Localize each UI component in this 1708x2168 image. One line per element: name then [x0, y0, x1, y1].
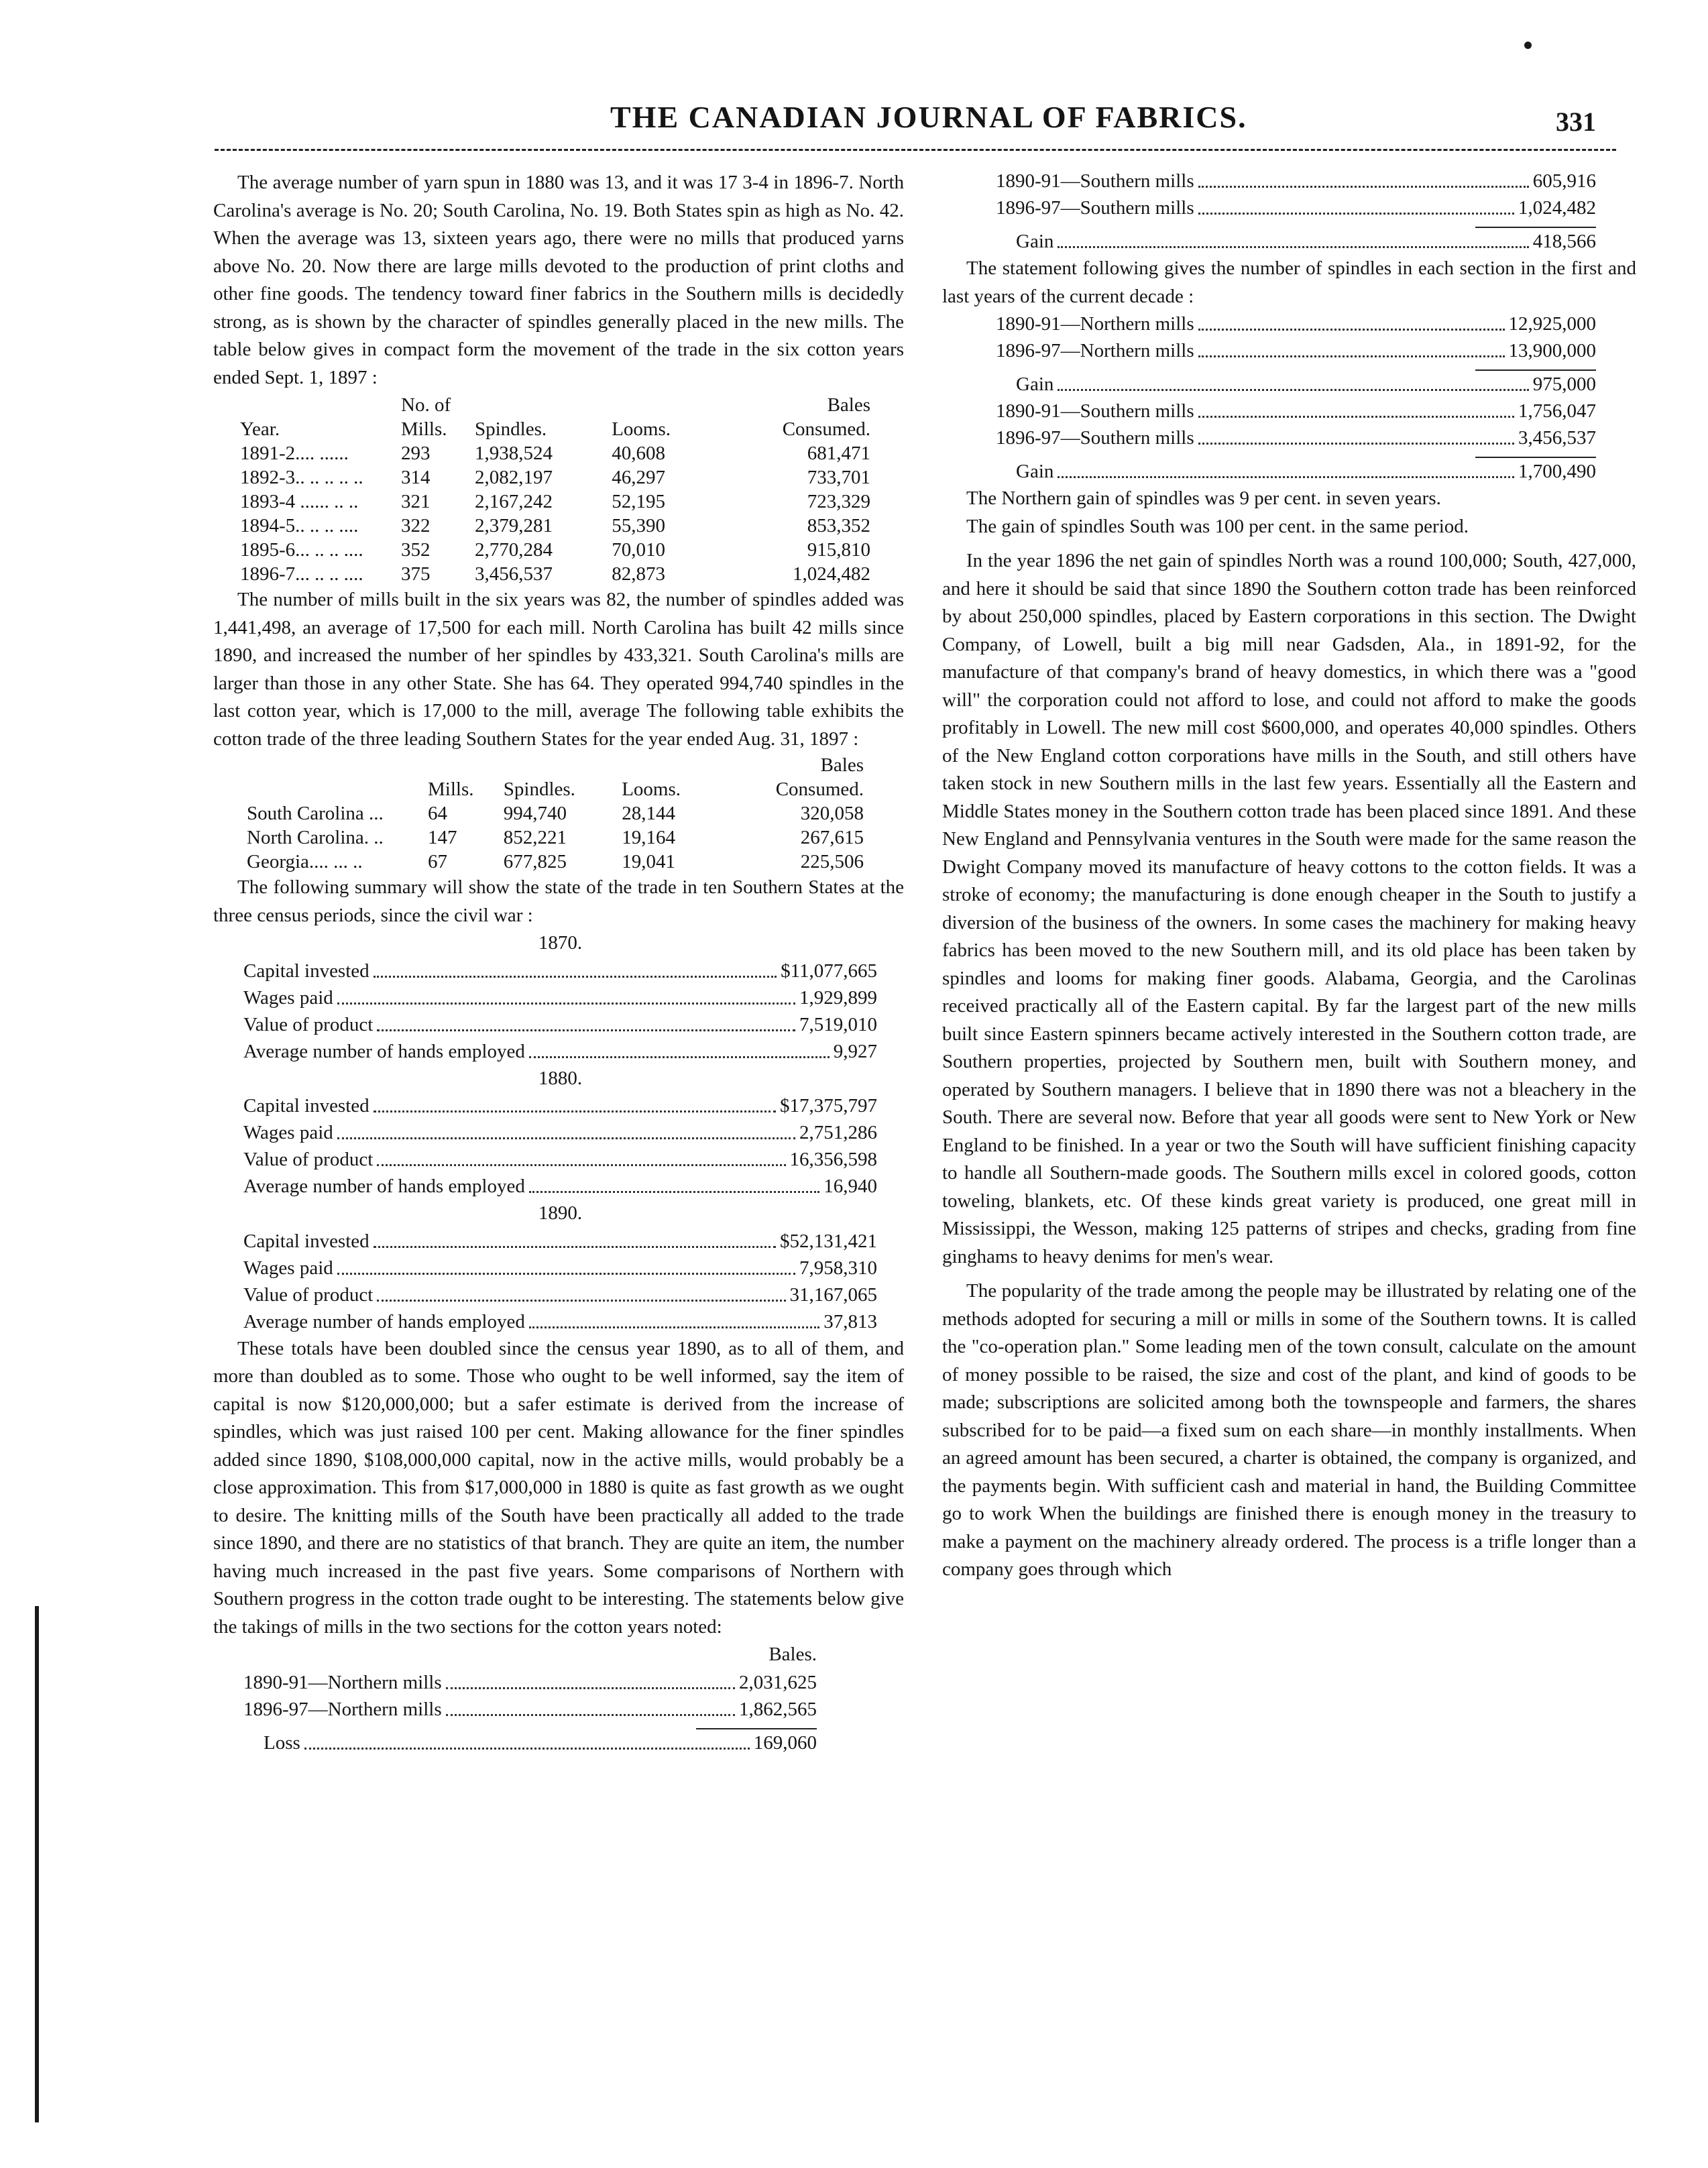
- left-column: [213, 169, 904, 1756]
- table-cell: 67: [428, 851, 447, 872]
- table-row: [247, 825, 864, 850]
- table-cell: 321: [401, 491, 431, 512]
- census-line: [243, 1146, 877, 1173]
- spindles-intro-paragraph: The statement following gives the number of spindles in each section in the first and last years of the current decade :: [942, 258, 1636, 307]
- table-cell: 915,810: [807, 539, 870, 561]
- table-cell: 1891-2.... ......: [240, 443, 349, 464]
- table-header-cell: Bales: [827, 394, 870, 416]
- intro-paragraph: The average number of yarn spun in 1880 was 13, and it was 17 3-4 in 1896-7. North Carolina's average is No. 20; South Carolina, No. 19. Both States spin as high as No. 42. When the average was 13, sixteen years ago, there were no mills that produced yarns above No. 20. Now there are large mills devoted to the production of print cloths and other fine goods. The tendency toward finer fabrics in the Southern mills is decidedly strong, as is shown by the character of spindles generally placed in the new mills. The table below gives in compact form the movement of the trade in the six cotton years ended Sept. 1, 1897 :: [213, 172, 904, 388]
- census-label: Average number of hands employed: [243, 1040, 525, 1062]
- spindles-value: 13,900,000: [1508, 340, 1596, 361]
- table-cell: 64: [428, 803, 447, 824]
- census-label: Capital invested: [243, 1095, 369, 1117]
- net-gain-paragraph: In the year 1896 the net gain of spindles North was a round 100,000; South, 427,000, and here it should be said that since 1890 the Southern cotton trade has been reinforced by about 250,000 spindles, placed by Eastern corporations in this section. The Dwight Company, of Lowell, built a big mill near Gadsden, Ala., in 1891-92, for the manufacture of that company's brand of heavy domestics, in which there was a "good will" the corporation could not afford to lose, and could not afford to make the goods profitably in Lowell. The new mill cost $600,000, and operates 40,000 spindles. Others of the New England cotton corporations have mills in the South, and still others have taken stock in new Southern mills in the last few years. Essentially all the Eastern and Middle States money in the Southern cotton trade has been placed since 1891. And these New England and Pennsylvania ventures in the South were made for the same reason the Dwight Company moved its manufacture of heavy cottons to the cotton fields. It was a stroke of economy; the manufacturing is done enough cheaper in the South to justify a diversion of the business of the owners. In some cases the machinery for making heavy fabrics has been moved to the new Southern mill, and its old place has been taken by spindles and looms for making finer goods. Alabama, Georgia, and the Carolinas received practically all of the Eastern capital. By far the largest part of the new mills built since Eastern spinners became actively interested in the Southern cotton trade, are Southern properties, projected by Southern men, built with Southern money, and operated by Southern managers. I believe that in 1890 there was not a bleachery in the South. There are several now. Before that year all goods were sent to New York or New England to be finished. In a year or two the South will have sufficient finishing capacity to handle all Southern-made goods. The Southern mills excel in colored goods, cotton toweling, blankets, etc. Of these kinds great variety is produced, one great mill in Mississippi, the Wesson, making 125 patterns of stripes and checks, grading from fine ginghams to heavy denims for men's wear.: [942, 550, 1636, 1267]
- northern-spindles: [942, 310, 1636, 485]
- table-header-cell: Looms.: [622, 779, 681, 800]
- takings-label: 1896-97—Northern mills: [243, 1698, 442, 1720]
- census-year-heading: 1890.: [538, 1202, 583, 1224]
- table-cell: 46,297: [612, 467, 665, 488]
- table-cell: 681,471: [807, 443, 870, 464]
- table-row: [240, 514, 870, 538]
- census-label: Average number of hands employed: [243, 1176, 525, 1197]
- table-cell: Georgia.... ... ..: [247, 851, 363, 872]
- census-line: [243, 1119, 877, 1146]
- spindles-value: 3,456,537: [1518, 427, 1596, 449]
- spindles-line: [996, 337, 1596, 364]
- census-value: 7,958,310: [799, 1257, 877, 1279]
- table-cell: 322: [401, 515, 431, 536]
- table-header-cell: Year.: [240, 418, 280, 440]
- census-value: $17,375,797: [780, 1095, 877, 1117]
- spindles-value: 12,925,000: [1508, 313, 1596, 335]
- spindles-label: 1896-97—Southern mills: [996, 427, 1194, 449]
- table-row: [240, 490, 870, 514]
- gain-label: Gain: [1016, 231, 1054, 252]
- table-header-cell: [247, 753, 428, 777]
- summary-intro-paragraph: The following summary will show the state of the trade in ten Southern States at the three census periods, since the civil war :: [213, 876, 904, 926]
- table-header-cell: [247, 777, 428, 801]
- table-cell: 28,144: [622, 803, 675, 824]
- gain-line: [996, 371, 1596, 398]
- table-header-cell: [612, 393, 716, 417]
- table-header-row: [240, 417, 870, 441]
- census-year-heading: 1880.: [538, 1067, 583, 1089]
- table-header-cell: Mills.: [428, 779, 474, 800]
- census-value: 37,813: [823, 1310, 877, 1332]
- table-cell: 1,024,482: [793, 563, 870, 585]
- gain-label: Gain: [1016, 461, 1054, 482]
- census-value: $52,131,421: [780, 1230, 877, 1252]
- table-cell: 52,195: [612, 491, 665, 512]
- takings-label: 1896-97—Southern mills: [996, 197, 1194, 219]
- census-line: [243, 1011, 877, 1038]
- table-cell: South Carolina ...: [247, 803, 384, 824]
- takings-line: [996, 168, 1596, 194]
- table-header-cell: [240, 393, 401, 417]
- table-row: [240, 538, 870, 562]
- census-summary: [213, 929, 904, 1335]
- census-value: 2,751,286: [799, 1122, 877, 1143]
- census-value: 16,940: [823, 1176, 877, 1197]
- census-value: $11,077,665: [781, 960, 877, 982]
- table-cell: 2,167,242: [475, 491, 553, 512]
- census-label: Capital invested: [243, 1230, 369, 1252]
- table-cell: 320,058: [800, 803, 864, 824]
- loss-line: [243, 1729, 817, 1756]
- table-cell: 352: [401, 539, 431, 561]
- table-header-cell: Spindles.: [503, 779, 575, 800]
- table-header-cell: Mills.: [401, 418, 447, 440]
- table-header-cell: Spindles.: [475, 418, 547, 440]
- table-cell: 55,390: [612, 515, 665, 536]
- table-cell: 19,164: [622, 827, 675, 848]
- northern-takings: [213, 1641, 904, 1756]
- table-cell: 2,770,284: [475, 539, 553, 561]
- census-line: [243, 1038, 877, 1065]
- southern-gain-paragraph: The gain of spindles South was 100 per cent. in the same period.: [966, 515, 1469, 537]
- table-row: [247, 850, 864, 874]
- table-cell: 225,506: [800, 851, 864, 872]
- gain-value: 418,566: [1532, 231, 1596, 252]
- table-header-row: [247, 753, 864, 777]
- census-label: Value of product: [243, 1013, 374, 1035]
- table-cell: 1,938,524: [475, 443, 553, 464]
- gain-value: 1,700,490: [1518, 461, 1596, 482]
- table-row: [240, 562, 870, 586]
- census-value: 16,356,598: [789, 1149, 877, 1170]
- table-cell: 40,608: [612, 443, 665, 464]
- binding-edge-mark: [35, 1606, 39, 2122]
- gain-line: [996, 228, 1596, 255]
- takings-value: 2,031,625: [739, 1671, 817, 1693]
- northern-gain-paragraph: The Northern gain of spindles was 9 per cent. in seven years.: [966, 488, 1441, 509]
- table-cell: 733,701: [807, 467, 870, 488]
- table-cell: 314: [401, 467, 431, 488]
- spindles-label: 1890-91—Northern mills: [996, 313, 1194, 335]
- right-column: [942, 168, 1636, 1584]
- page-header: [215, 99, 1616, 146]
- table-cell: 2,082,197: [475, 467, 553, 488]
- census-value: 31,167,065: [789, 1283, 877, 1306]
- table-cell: 267,615: [800, 827, 864, 848]
- table-cell: 677,825: [503, 851, 567, 872]
- census-value: 1,929,899: [799, 986, 877, 1009]
- gain-line: [996, 458, 1596, 485]
- totals-paragraph: These totals have been doubled since the census year 1890, as to all of them, and more than doubled as to some. Those who ought to be well informed, say the item of capital is now $120,000,000; but a safer estimate is derived from the increase of spindles, which was just raised 100 per cent. Making allowance for the finer spindles added since 1890, $108,000,000 capital, now in the active mills, would probably be a close approximation. This from $17,000,000 in 1880 is quite as fast growth as we ought to desire. The knitting mills of the South have been practically all added to the trade since 1890, and there are no statistics of that branch. They are quite an item, the number having much increased in the past five years. Some comparisons of Northern with Southern progress in the cotton trade ought to be interesting. The statements below give the takings of mills in the two sections for the cotton years noted:: [213, 1337, 904, 1638]
- gain-value: 975,000: [1532, 374, 1596, 395]
- census-label: Wages paid: [243, 1122, 333, 1143]
- table-row: [247, 801, 864, 825]
- census-line: [243, 1308, 877, 1335]
- table-header-row: [240, 393, 870, 417]
- table-header-cell: [428, 753, 504, 777]
- header-rule: [215, 149, 1616, 151]
- census-line: [243, 1255, 877, 1281]
- table-row: [240, 465, 870, 490]
- takings-line: [243, 1669, 817, 1696]
- table-header-cell: Consumed.: [775, 779, 864, 800]
- table-row: [240, 441, 870, 465]
- census-line: [243, 984, 877, 1011]
- six-year-trade-table: [240, 393, 870, 586]
- table-header-cell: Looms.: [612, 418, 671, 440]
- table-cell: 375: [401, 563, 431, 585]
- spindles-label: 1890-91—Southern mills: [996, 400, 1194, 422]
- census-value: 7,519,010: [799, 1013, 877, 1035]
- table-cell: 1896-7... .. .. ....: [240, 563, 363, 585]
- loss-value: 169,060: [753, 1731, 817, 1754]
- spindles-value: 1,756,047: [1518, 400, 1596, 422]
- takings-label: 1890-91—Northern mills: [243, 1671, 442, 1693]
- census-line: [243, 1092, 877, 1119]
- spindles-line: [996, 310, 1596, 337]
- table-cell: North Carolina. ..: [247, 827, 384, 848]
- table-cell: 994,740: [503, 803, 567, 824]
- census-label: Wages paid: [243, 986, 333, 1009]
- table-cell: 1895-6... .. .. ....: [240, 539, 363, 561]
- scan-speck: [1524, 42, 1532, 49]
- census-label: Value of product: [243, 1149, 374, 1170]
- table-cell: 147: [428, 827, 457, 848]
- takings-value: 605,916: [1532, 170, 1596, 192]
- popularity-paragraph: The popularity of the trade among the people may be illustrated by relating one of the methods adopted for securing a mill or mills in some of the Southern towns. It is called the "co-operation plan." Some leading men of the town consult, calculate on the amount of money possible to be raised, the size and cost of the plant, and kind of goods to be made; subscriptions are solicited among both the townspeople and farmers, the shares subscribed for to be paid—a fixed sum on each share—in monthly installments. When an agreed amount has been secured, a charter is obtained, the company is organized, and the payments begin. With sufficient cash and material in hand, the Building Committee go to work When the buildings are finished there is enough money in the treasury to make a payment on the machinery already ordered. The process is a trifle longer than a company goes through which: [942, 1280, 1636, 1580]
- takings-value: 1,862,565: [739, 1698, 817, 1720]
- census-year-heading: 1870.: [538, 932, 583, 954]
- journal-title: THE CANADIAN JOURNAL OF FABRICS.: [610, 100, 1247, 134]
- table-cell: 3,456,537: [475, 563, 553, 585]
- spindles-label: 1896-97—Northern mills: [996, 340, 1194, 361]
- census-value: 9,927: [833, 1040, 877, 1062]
- table-cell: 70,010: [612, 539, 665, 561]
- table-cell: 293: [401, 443, 431, 464]
- three-states-table: [247, 753, 864, 874]
- table-header-cell: Consumed.: [782, 418, 870, 440]
- table-header-cell: No. of: [401, 394, 451, 416]
- spindles-line: [996, 398, 1596, 424]
- table-cell: 1894-5.. .. .. ....: [240, 515, 359, 536]
- census-label: Wages paid: [243, 1257, 333, 1279]
- census-label: Capital invested: [243, 960, 369, 982]
- table-cell: 853,352: [807, 515, 870, 536]
- table-header-cell: [504, 753, 622, 777]
- table-header-row: [247, 777, 864, 801]
- table-cell: 19,041: [622, 851, 675, 872]
- table-cell: 852,221: [503, 827, 567, 848]
- census-label: Value of product: [243, 1283, 374, 1306]
- table-header-cell: [622, 753, 719, 777]
- takings-line: [243, 1696, 817, 1723]
- census-line: [243, 1173, 877, 1200]
- page-number: 331: [1556, 107, 1596, 137]
- takings-value: 1,024,482: [1518, 197, 1596, 219]
- census-line: [243, 958, 877, 984]
- table-cell: 1892-3.. .. .. .. ..: [240, 467, 363, 488]
- census-label: Average number of hands employed: [243, 1310, 525, 1332]
- takings-label: 1890-91—Southern mills: [996, 170, 1194, 192]
- gain-label: Gain: [1016, 374, 1054, 395]
- takings-line: [996, 194, 1596, 221]
- table-header-cell: Bales: [820, 754, 864, 776]
- table-cell: 723,329: [807, 491, 870, 512]
- southern-takings: [942, 168, 1636, 255]
- spindles-line: [996, 424, 1596, 451]
- mills-built-paragraph: The number of mills built in the six years was 82, the number of spindles added was 1,441,498, an average of 17,500 for each mill. North Carolina has built 42 mills since 1890, and increased the number of her spindles by 433,321. South Carolina's mills are larger than those in any other State. She has 64. They operated 994,740 spindles in the last cotton year, which is 17,000 to the mill, average The following table exhibits the cotton trade of the three leading Southern States for the year ended Aug. 31, 1897 :: [213, 589, 904, 750]
- census-line: [243, 1281, 877, 1308]
- table-cell: 82,873: [612, 563, 665, 585]
- bales-heading: Bales.: [768, 1644, 817, 1665]
- table-cell: 1893-4 ...... .. ..: [240, 491, 359, 512]
- census-line: [243, 1228, 877, 1255]
- table-cell: 2,379,281: [475, 515, 553, 536]
- table-header-cell: [475, 393, 612, 417]
- loss-label: Loss: [264, 1731, 300, 1754]
